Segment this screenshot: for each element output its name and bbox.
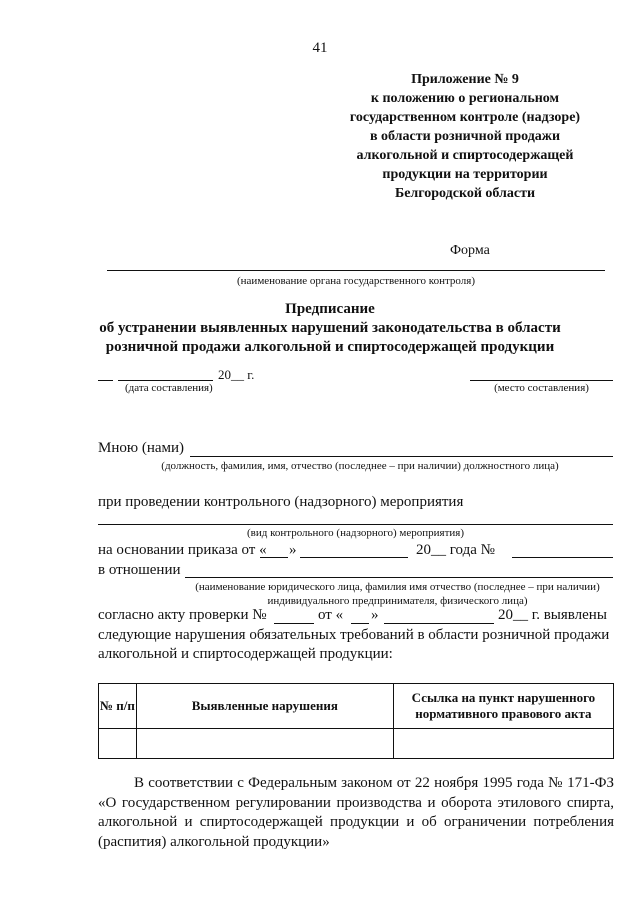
form-label: Форма [450,243,490,258]
appendix-line: алкогольной и спиртосодержащей [356,148,574,163]
order-number-line[interactable] [512,557,613,558]
act-line-3: алкогольной и спиртосодержащей продукции: [98,646,393,662]
act-year-text: 20__ г. выявлены [498,607,607,623]
place-line[interactable] [470,380,613,381]
event-label: при проведении контрольного (надзорного) мероприятия [98,494,464,510]
header-violations: Выявленные нарушения [136,684,393,729]
order-month-line[interactable] [300,557,408,558]
cell-violation[interactable] [136,729,393,759]
act-number-line[interactable] [274,623,314,624]
table-header-row [99,684,614,729]
authority-name-line[interactable] [107,270,605,271]
authority-caption: (наименование органа государственного контроля) [237,275,475,287]
date-caption: (дата составления) [125,382,213,394]
place-caption: (место составления) [494,382,589,394]
order-day-line[interactable] [260,557,288,558]
closing-text: В соответствии с Федеральным законом от 22 ноября 1995 года № 171-ФЗ «О государственном регулировании производства и оборота этилового спирта, алкогольной и спиртосодержащей продукции и об ограничении потребления (распития) алкогольной продукции» [98,775,614,850]
violations-table [98,683,614,759]
event-line[interactable] [98,524,613,525]
appendix-line: Приложение № 9 [411,72,519,87]
author-caption: (должность, фамилия, имя, отчество (последнее – при наличии) должностного лица) [161,460,559,472]
event-caption: (вид контрольного (надзорного) мероприятия) [246,527,464,539]
author-line[interactable] [190,456,613,457]
appendix-line: государственном контроле (надзоре) [349,110,581,125]
order-close-quote: » [289,542,297,558]
order-prefix: на основании приказа от « [98,542,267,558]
date-day-line[interactable] [98,380,113,381]
appendix-line: продукции на территории [382,167,548,182]
cell-reference[interactable] [393,729,613,759]
appendix-line: Белгородской области [394,186,536,201]
act-day-line[interactable] [351,623,369,624]
order-year-text: 20__ года № [416,542,495,558]
act-prefix: согласно акту проверки № [98,607,267,623]
act-from: от « [318,607,344,623]
header-number: № п/п [99,684,137,729]
subject-line[interactable] [185,577,613,578]
table-row [99,729,614,759]
cell-number[interactable] [99,729,137,759]
header-reference: Ссылка на пункт нарушенного нормативного правового акта [393,684,613,729]
subject-caption-line: (наименование юридического лица, фамилия имя отчество (последнее – при наличии) [195,581,600,593]
date-month-line[interactable] [118,380,213,381]
subject-caption-line: индивидуального предпринимателя, физического лица) [267,595,528,607]
author-label: Мною (нами) [98,440,185,456]
subject-caption [180,580,615,608]
act-month-line[interactable] [384,623,494,624]
act-close-quote: » [371,607,379,623]
appendix-line: в области розничной продажи [369,129,561,144]
closing-paragraph [98,774,614,852]
page-number: 41 [312,40,328,56]
title-line: об устранении выявленных нарушений законодательства в области [99,320,561,336]
date-year-text: 20__ г. [218,367,255,382]
title-line: розничной продажи алкогольной и спиртосодержащей продукции [105,339,555,355]
appendix-header [330,70,600,203]
subject-label: в отношении [98,562,181,578]
title-line: Предписание [285,301,375,317]
appendix-line: к положению о региональном [370,91,560,106]
act-line-2: следующие нарушения обязательных требований в области розничной продажи [98,627,610,643]
document-title [60,300,600,357]
